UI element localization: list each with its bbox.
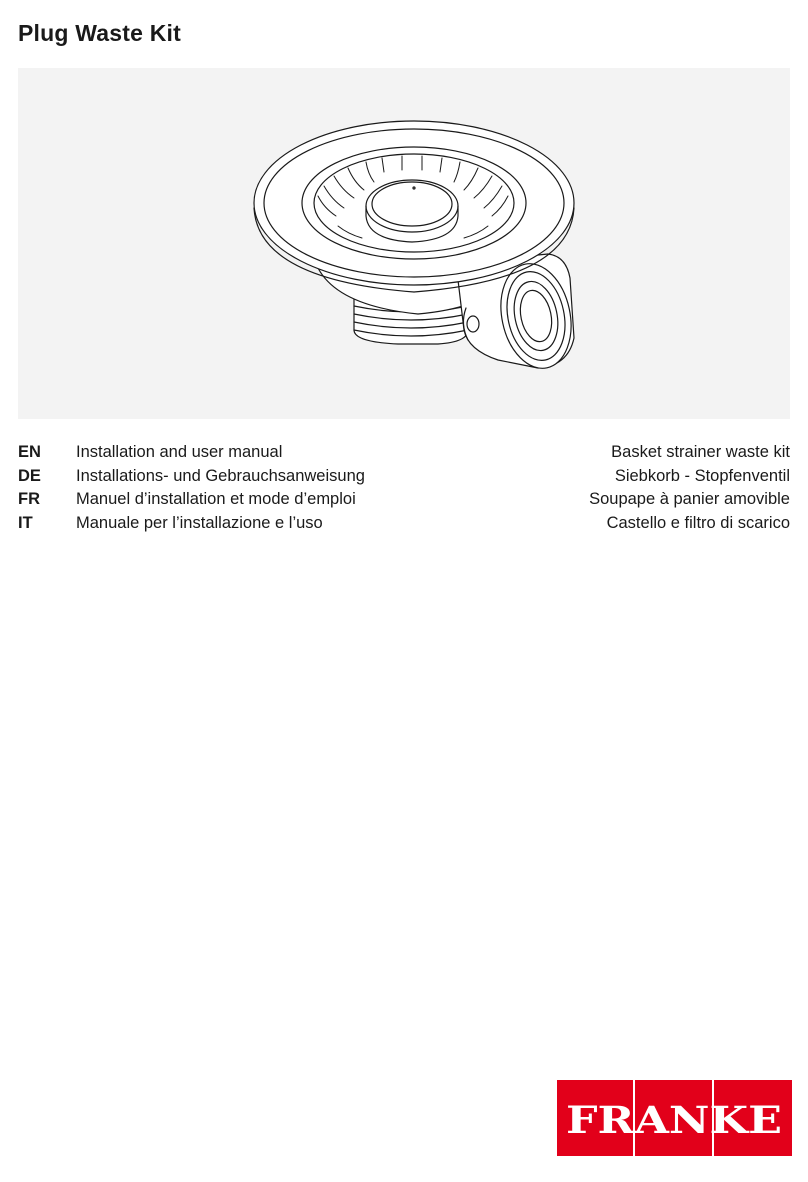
product-name: Basket strainer waste kit	[611, 443, 790, 461]
language-list	[18, 441, 790, 535]
product-illustration-panel	[18, 68, 790, 419]
language-row-de	[18, 465, 790, 489]
product-name: Castello e filtro di scarico	[606, 513, 790, 532]
manual-description: Installation and user manual	[76, 443, 283, 461]
language-code: FR	[18, 490, 40, 508]
basket-strainer-illustration	[18, 68, 790, 419]
language-code: EN	[18, 443, 41, 461]
document-title: Plug Waste Kit	[18, 20, 181, 46]
logo-wordmark	[557, 1080, 792, 1156]
franke-logo	[557, 1080, 792, 1156]
language-row-fr	[18, 488, 790, 512]
language-code: IT	[18, 513, 33, 532]
product-name: Soupape à panier amovible	[589, 490, 790, 508]
manual-description: Manuale per l’installazione e l’uso	[76, 513, 323, 532]
manual-description: Installations- und Gebrauchsanweisung	[76, 466, 365, 485]
language-code: DE	[18, 466, 41, 485]
svg-text:FRANKE: FRANKE	[566, 1098, 782, 1142]
language-row-it	[18, 512, 790, 536]
manual-description: Manuel d’installation et mode d’emploi	[76, 490, 356, 508]
product-name: Siebkorb - Stopfenventil	[614, 466, 790, 485]
language-row-en	[18, 441, 790, 465]
